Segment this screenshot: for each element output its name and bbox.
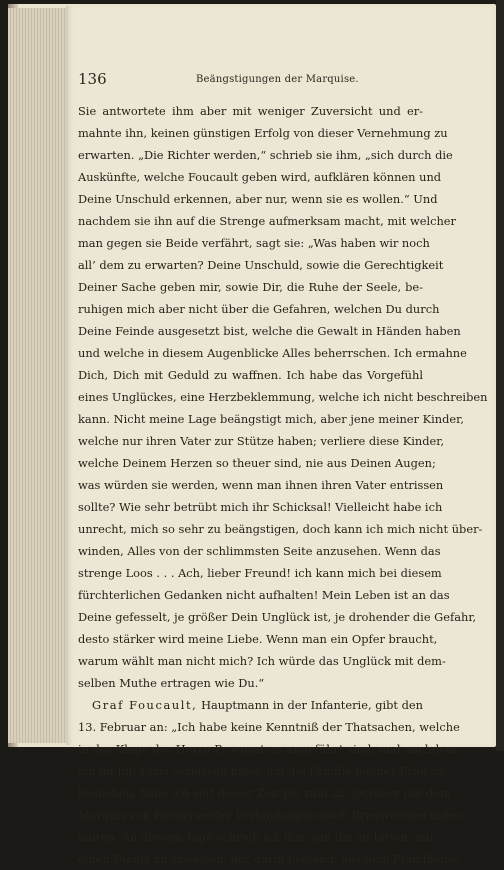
scan-border	[496, 0, 504, 751]
paragraph-first-line	[78, 694, 423, 716]
text-line: sollte? Wie sehr betrübt mich ihr Schicksal! Vielleicht habe ich	[78, 500, 443, 514]
page-header	[78, 70, 423, 92]
text-line: ruhigen mich aber nicht über die Gefahren, welchen Du durch	[78, 302, 440, 316]
running-head: Beängstigungen der Marquise.	[196, 74, 359, 85]
text-line: halten. An diesem Tage schrieb ich ihm, um ihn zu bitten, mir	[78, 830, 435, 844]
text-line: desto stärker wird meine Liebe. Wenn man ein Opfer braucht,	[78, 632, 438, 646]
text-line: fürchterlichen Gedanken nicht aufhalten! Mein Leben ist an das	[78, 588, 450, 602]
page-edges	[8, 8, 67, 743]
body-text	[78, 100, 488, 870]
text-line: besuchen, habe ich seit dieser Zeit bis zum 22. October mit dem	[78, 786, 451, 800]
text-line: Dich, Dich mit Geduld zu waffnen. Ich habe das Vorgefühl	[78, 368, 423, 382]
text-line: man gegen sie Beide verfährt, sagt sie: „Was haben wir noch	[78, 236, 430, 250]
text-line: ich im Juli Paris verlassen habe, um die Familie meiner Frau zu	[78, 764, 445, 778]
text-line: 13. Februar an: „Ich habe keine Kenntniß der Thatsachen, welche	[78, 720, 460, 734]
text-line: kann. Nicht meine Lage beängstigt mich, aber jene meiner Kinder,	[78, 412, 464, 426]
text-line: Deine Feinde ausgesetzt bist, welche die Gewalt in Händen haben	[78, 324, 461, 338]
text-line: Deine gefesselt, je größer Dein Unglück ist, je drohender die Gefahr,	[78, 610, 477, 624]
text-line: strenge Loos . . . Ach, lieber Freund! ich kann mich bei diesem	[78, 566, 442, 580]
text-line: Marquis von Favras weder Verbindungen noch Briefwechsel unter-	[78, 808, 466, 822]
text-line: winden, Alles von der schlimmsten Seite anzusehen. Wenn das	[78, 544, 441, 558]
text-line: Auskünfte, welche Foucault geben wird, aufklären können und	[78, 170, 442, 184]
text-line: welche nur ihren Vater zur Stütze haben; verliere diese Kinder,	[78, 434, 445, 448]
text-line: welche Deinem Herzen so theuer sind, nie aus Deinen Augen;	[78, 456, 436, 470]
text-line: selben Muthe ertragen wie Du.“	[78, 676, 265, 690]
speaker-name: Graf Foucault,	[92, 698, 198, 712]
text-line: erwarten. „Die Richter werden,“ schrieb sie ihm, „sich durch die	[78, 148, 453, 162]
text-line: was würden sie werden, wenn man ihnen ihren Vater entrissen	[78, 478, 444, 492]
text-line: warum wählt man nicht mich? Ich würde das Unglück mit dem-	[78, 654, 446, 668]
text-line: eines Unglückes, eine Herzbeklemmung, welche ich nicht beschreiben	[78, 390, 488, 404]
paragraph-first-line-rest: Hauptmann in der Infanterie, gibt den	[201, 698, 424, 712]
text-line: Deiner Sache geben mir, sowie Dir, die Ruhe der Seele, be-	[78, 280, 423, 294]
text-line: unrecht, mich so sehr zu beängstigen, doch kann ich mich nicht über-	[78, 522, 483, 536]
text-line: und welche in diesem Augenblicke Alles beherrschen. Ich ermahne	[78, 346, 467, 360]
text-line: nachdem sie ihn auf die Strenge aufmerksam macht, mit welcher	[78, 214, 456, 228]
text-line: einen Dienst zu erweisen, der darin bestand, aus dem Pfandhause	[78, 852, 461, 866]
page-number: 136	[78, 70, 107, 88]
text-line: Sie antwortete ihm aber mit weniger Zuversicht und er-	[78, 104, 423, 118]
text-line: all’ dem zu erwarten? Deine Unschuld, sowie die Gerechtigkeit	[78, 258, 444, 272]
text-line: mahnte ihn, keinen günstigen Erfolg von dieser Vernehmung zu	[78, 126, 448, 140]
text-line: in der Klage des Herrn Procurators angeführt sind, und nachdem	[78, 742, 457, 756]
text-line: Deine Unschuld erkennen, aber nur, wenn sie es wollen.“ Und	[78, 192, 438, 206]
